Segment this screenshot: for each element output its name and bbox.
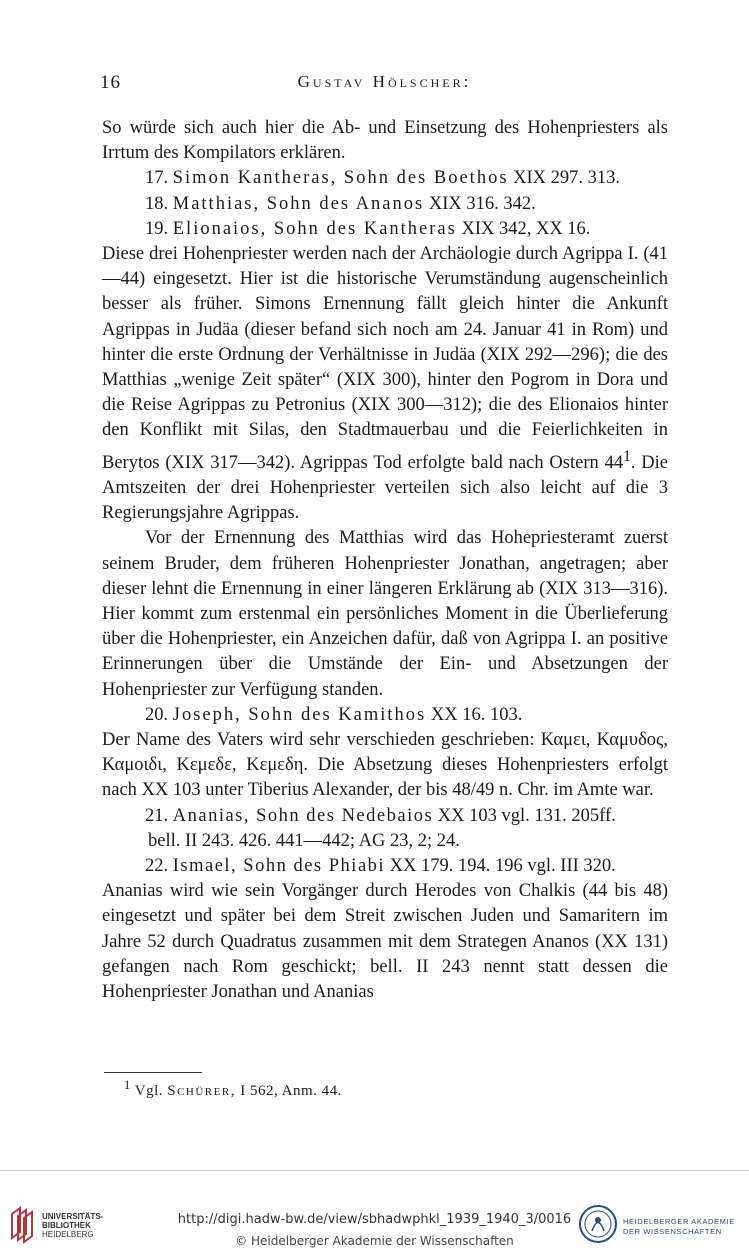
footnote-rule — [104, 1072, 202, 1073]
paragraph: Diese drei Hohenpriester werden nach der Archäologie durch Agrippa I. (41—44) eingesetzt. Hier ist die historische Verumständung augenscheinlich besser als früher. Simons Ernennung fällt gleich hinter die Ankunft Agrippas in Judäa (dieser befand sich noch am 24. Januar 41 in Rom) und hinter die erste Ordnung der Verhältnisse in Judäa (XIX 292—296); die des Matthias „wenige Zeit später“ (XIX 300), hinter den Pogrom in Dora und die Reise Agrippas zu Petronius (XIX 300—312); die des Elionaios hinter den Konflikt mit Silas, den Stadtmauerbau und die Feierlichkeiten in Berytos (XIX 317—342). Agrippas Tod erfolgte bald nach Ostern $44^1$. Die Amtszeiten der drei Hohenpriester verteilen sich also leicht auf die 3 Regierungsjahre Agrippas. — [102, 244, 668, 524]
entry-22: 22. Ismael, Sohn des Phiabi XX 179. 194. 196 vgl. III 320. — [145, 856, 616, 877]
entry-name: Joseph, Sohn des Kamithos — [172, 704, 427, 725]
entry-name: Ismael, Sohn des Phiabi — [172, 856, 386, 877]
entry-ref: XX 103 vgl. 131. 205ff. — [437, 805, 616, 826]
academy-seal-icon — [578, 1204, 618, 1244]
copyright-notice: © Heidelberger Akademie der Wissenschaften — [235, 1234, 514, 1248]
academy-logo[interactable]: HEIDELBERGER AKADEMIE DER WISSENSCHAFTEN — [578, 1204, 746, 1248]
footer-divider — [0, 1170, 749, 1171]
running-head: Gustav Hölscher: — [297, 72, 472, 91]
entry-21: 21. Ananias, Sohn des Nedebaios XX 103 vgl. 131. 205ff. — [145, 805, 616, 826]
footnote: $^1$ Vgl. Schürer, I 562, Anm. 44. — [124, 1078, 342, 1099]
entry-name: Simon Kantheras, Sohn des Boethos — [172, 168, 509, 189]
page-number: 16 — [100, 72, 121, 93]
body-text — [102, 116, 668, 1005]
entry-18: 18. Matthias, Sohn des Ananos XIX 316. 342. — [145, 193, 536, 214]
paragraph: Ananias wird wie sein Vorgänger durch Herodes von Chalkis (44 bis 48) eingesetzt und später bei dem Streit zwischen Juden und Samaritern im Jahre 52 durch Quadratus zusammen mit dem Strategen Ananos (XX 131) gefangen nach Rom geschickt; bell. II 243 nennt statt dessen die Hohenpriester Jonathan und Ananias — [102, 881, 668, 1003]
entry-ref: XX 179. 194. 196 vgl. III 320. — [389, 856, 616, 877]
university-library-logo[interactable]: UNIVERSITÄTS- BIBLIOTHEK HEIDELBERG — [8, 1204, 128, 1244]
entry-name: Matthias, Sohn des Ananos — [172, 193, 425, 214]
footnote-ref: 1 — [623, 447, 631, 465]
paragraph: Vor der Ernennung des Matthias wird das Hohepriesteramt zuerst seinem Bruder, dem früheren Hohenpriester Jonathan, angetragen; aber dieser lehnt die Ernennung in einer längeren Erklärung ab (XIX 313—316). Hier kommt zum erstenmal ein persönliches Moment in die Überlieferung über die Hohenpriester, ein Anzeichen dafür, daß von Agrippa I. an positive Erinnerungen über die Umstände der Ein- und Absetzungen der Hohenpriester zur Verfügung standen. — [102, 528, 668, 700]
paragraph: So würde sich auch hier die Ab- und Einsetzung des Hohenpriesters als Irrtum des Kompilators erklären. — [102, 118, 668, 164]
entry-ref: XX 16. 103. — [430, 704, 523, 725]
entry-name: Elionaios, Sohn des Kantheras — [172, 218, 457, 239]
page-header — [100, 72, 669, 102]
entry-name: Ananias, Sohn des Nedebaios — [172, 805, 434, 826]
entry-19: 19. Elionaios, Sohn des Kantheras XIX 342, XX 16. — [145, 218, 591, 239]
paragraph: Der Name des Vaters wird sehr verschieden geschrieben: Καμει, Καμυδος, Καμοιδι, Κεμεδε, Κεμεδη. Die Absetzung dieses Hohenpriesters erfolgt nach XX 103 unter Tiberius Alexander, der bis 48/49 n. Chr. im Amte war. — [102, 730, 668, 801]
entry-ref: XIX 297. 313. — [513, 168, 621, 189]
entry-ref: XIX 316. 342. — [428, 193, 536, 214]
entry-20: 20. Joseph, Sohn des Kamithos XX 16. 103. — [145, 704, 523, 725]
footnote-author: Schürer, — [167, 1083, 236, 1099]
entry-17: 17. Simon Kantheras, Sohn des Boethos XIX 297. 313. — [145, 168, 621, 189]
source-url-link[interactable]: http://digi.hadw-bw.de/view/sbhadwphkl_1939_1940_3/0016 — [177, 1212, 572, 1227]
entry-21-continuation: bell. II 243. 426. 441—442; AG 23, 2; 24. — [148, 830, 460, 851]
entry-ref: XIX 342, XX 16. — [461, 218, 591, 239]
